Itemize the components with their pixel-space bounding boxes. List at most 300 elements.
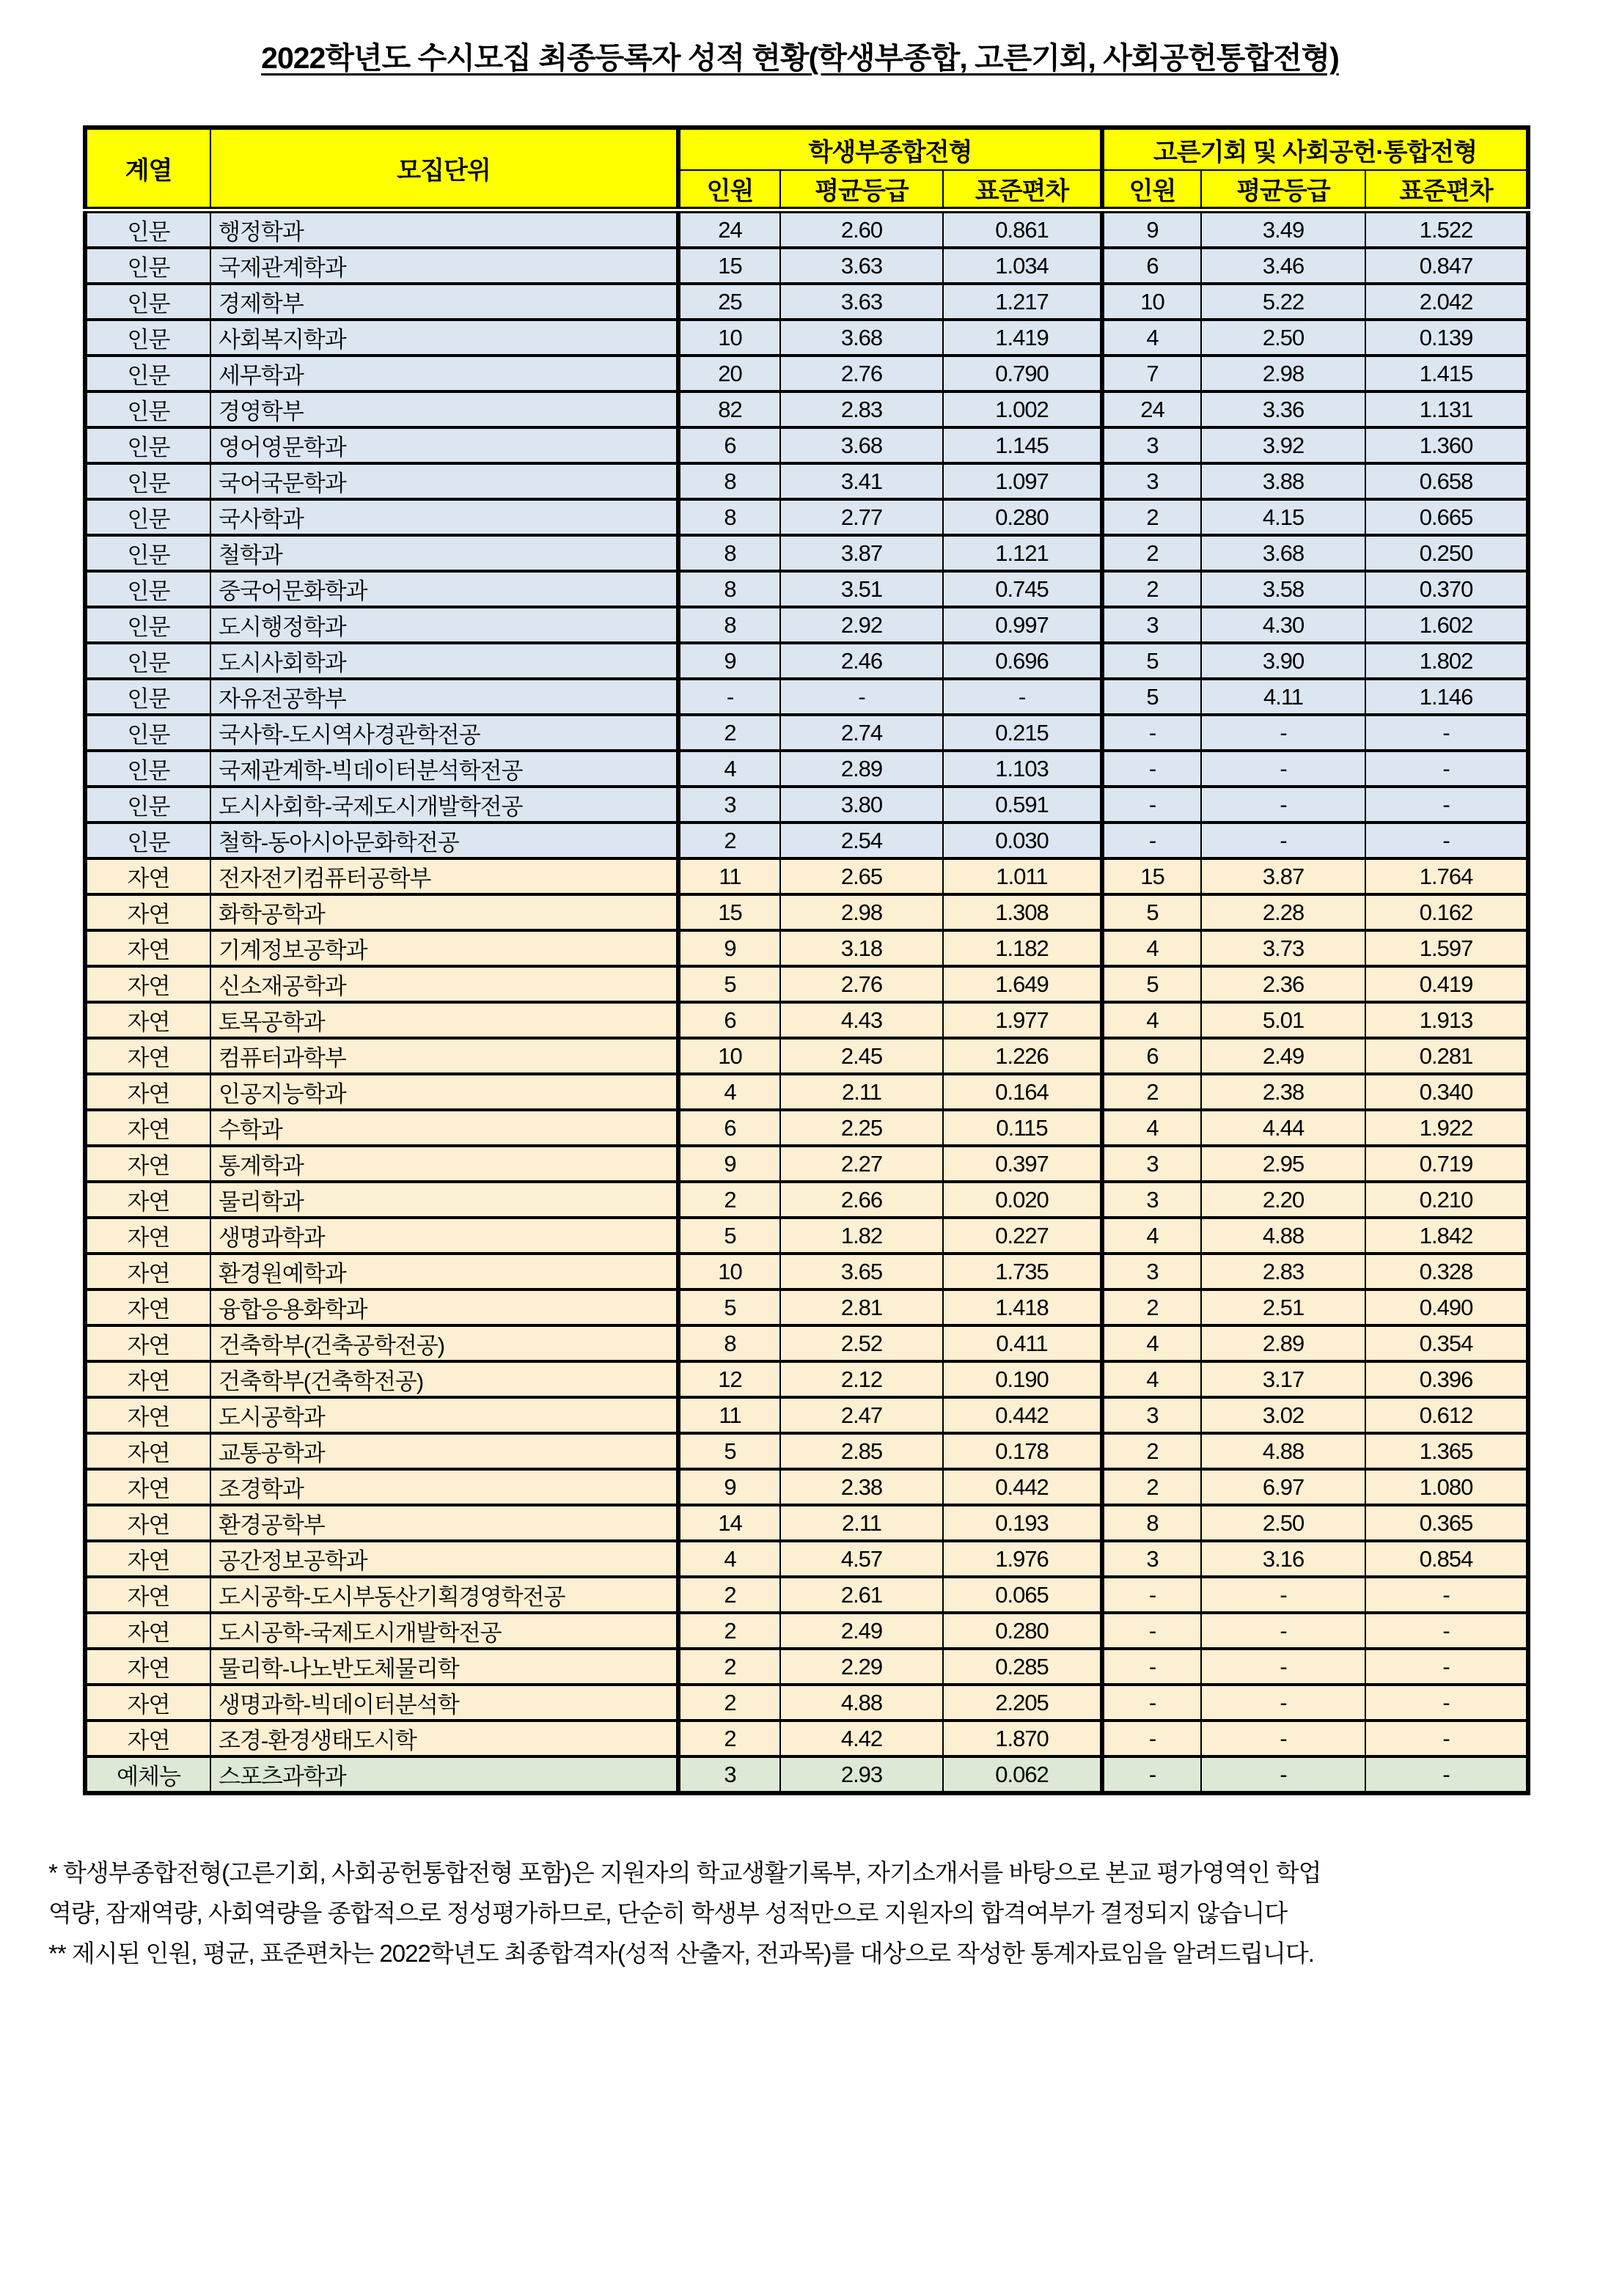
category-cell: 인문 xyxy=(85,607,210,643)
header-g1-avg: 평균등급 xyxy=(780,170,943,210)
category-cell: 자연 xyxy=(85,1110,210,1146)
table-row xyxy=(85,1361,1528,1397)
value-cell: - xyxy=(1201,751,1365,787)
value-cell: 9 xyxy=(678,643,780,679)
value-cell: 2.51 xyxy=(1201,1289,1365,1325)
value-cell: 0.280 xyxy=(943,1613,1102,1649)
table-row xyxy=(85,823,1528,858)
value-cell: 2 xyxy=(678,1649,780,1685)
header-g2-count: 인원 xyxy=(1102,170,1201,210)
value-cell: 1.365 xyxy=(1365,1433,1528,1469)
value-cell: 2 xyxy=(1102,1469,1201,1505)
value-cell: - xyxy=(1201,715,1365,751)
value-cell: 3.80 xyxy=(780,787,943,823)
value-cell: 2.28 xyxy=(1201,894,1365,930)
value-cell: 0.490 xyxy=(1365,1289,1528,1325)
value-cell: 3.51 xyxy=(780,571,943,607)
value-cell: - xyxy=(780,679,943,715)
value-cell: 2.60 xyxy=(780,210,943,249)
value-cell: 0.340 xyxy=(1365,1074,1528,1110)
category-cell: 자연 xyxy=(85,1361,210,1397)
table-row xyxy=(85,1469,1528,1505)
unit-cell: 조경학과 xyxy=(210,1469,678,1505)
value-cell: 15 xyxy=(678,894,780,930)
value-cell: 5 xyxy=(1102,894,1201,930)
value-cell: - xyxy=(943,679,1102,715)
value-cell: 3.90 xyxy=(1201,643,1365,679)
value-cell: 4.42 xyxy=(780,1721,943,1756)
unit-cell: 철학과 xyxy=(210,535,678,571)
value-cell: 0.658 xyxy=(1365,463,1528,499)
value-cell: 1.097 xyxy=(943,463,1102,499)
value-cell: 1.522 xyxy=(1365,210,1528,249)
table-row xyxy=(85,571,1528,607)
value-cell: 82 xyxy=(678,391,780,427)
value-cell: 0.419 xyxy=(1365,966,1528,1002)
header-unit: 모집단위 xyxy=(210,128,678,210)
value-cell: 20 xyxy=(678,356,780,391)
table-row xyxy=(85,1721,1528,1756)
value-cell: 9 xyxy=(678,1469,780,1505)
header-g2-avg: 평균등급 xyxy=(1201,170,1365,210)
value-cell: 2.45 xyxy=(780,1038,943,1074)
value-cell: 11 xyxy=(678,1397,780,1433)
value-cell: 2.12 xyxy=(780,1361,943,1397)
table-row xyxy=(85,499,1528,535)
table-row xyxy=(85,1505,1528,1541)
value-cell: 0.285 xyxy=(943,1649,1102,1685)
table-row xyxy=(85,210,1528,249)
footnote-line: ** 제시된 인원, 평균, 표준편차는 2022학년도 최종합격자(성적 산출자, 전과목)를 대상으로 작성한 통계자료임을 알려드립니다. xyxy=(48,1940,1314,1967)
value-cell: - xyxy=(1102,1577,1201,1613)
category-cell: 자연 xyxy=(85,1218,210,1254)
unit-cell: 화학공학과 xyxy=(210,894,678,930)
value-cell: 0.719 xyxy=(1365,1146,1528,1182)
value-cell: 11 xyxy=(678,858,780,894)
value-cell: - xyxy=(1102,823,1201,858)
value-cell: 1.121 xyxy=(943,535,1102,571)
value-cell: - xyxy=(1365,787,1528,823)
value-cell: 1.360 xyxy=(1365,427,1528,463)
value-cell: 4 xyxy=(678,751,780,787)
value-cell: 0.397 xyxy=(943,1146,1102,1182)
value-cell: 1.217 xyxy=(943,284,1102,320)
value-cell: 3.87 xyxy=(1201,858,1365,894)
value-cell: 0.227 xyxy=(943,1218,1102,1254)
category-cell: 자연 xyxy=(85,1397,210,1433)
value-cell: 4 xyxy=(678,1541,780,1577)
table-row xyxy=(85,1397,1528,1433)
table-body xyxy=(85,210,1528,1794)
table-header xyxy=(85,128,1528,210)
value-cell: 5 xyxy=(678,1289,780,1325)
value-cell: 3.68 xyxy=(780,427,943,463)
value-cell: 2.95 xyxy=(1201,1146,1365,1182)
unit-cell: 자유전공학부 xyxy=(210,679,678,715)
value-cell: 1.131 xyxy=(1365,391,1528,427)
category-cell: 인문 xyxy=(85,679,210,715)
category-cell: 인문 xyxy=(85,571,210,607)
value-cell: 3.65 xyxy=(780,1254,943,1289)
unit-cell: 사회복지학과 xyxy=(210,320,678,356)
value-cell: 4 xyxy=(1102,320,1201,356)
value-cell: 3.58 xyxy=(1201,571,1365,607)
value-cell: 5.01 xyxy=(1201,1002,1365,1038)
value-cell: - xyxy=(1201,1613,1365,1649)
value-cell: 2.83 xyxy=(780,391,943,427)
category-cell: 자연 xyxy=(85,1685,210,1721)
table-row xyxy=(85,607,1528,643)
value-cell: 2.042 xyxy=(1365,284,1528,320)
value-cell: 1.922 xyxy=(1365,1110,1528,1146)
category-cell: 예체능 xyxy=(85,1756,210,1793)
value-cell: 12 xyxy=(678,1361,780,1397)
category-cell: 인문 xyxy=(85,391,210,427)
value-cell: 0.250 xyxy=(1365,535,1528,571)
unit-cell: 영어영문학과 xyxy=(210,427,678,463)
value-cell: 0.365 xyxy=(1365,1505,1528,1541)
value-cell: 2 xyxy=(678,715,780,751)
value-cell: 2 xyxy=(678,1613,780,1649)
category-cell: 인문 xyxy=(85,715,210,751)
value-cell: 0.370 xyxy=(1365,571,1528,607)
value-cell: 4.57 xyxy=(780,1541,943,1577)
category-cell: 인문 xyxy=(85,535,210,571)
value-cell: 0.190 xyxy=(943,1361,1102,1397)
unit-cell: 경영학부 xyxy=(210,391,678,427)
table-row xyxy=(85,1613,1528,1649)
value-cell: 1.034 xyxy=(943,248,1102,284)
category-cell: 인문 xyxy=(85,823,210,858)
category-cell: 자연 xyxy=(85,930,210,966)
value-cell: 5 xyxy=(1102,679,1201,715)
value-cell: 2.89 xyxy=(780,751,943,787)
value-cell: - xyxy=(1365,1613,1528,1649)
value-cell: 3 xyxy=(1102,1541,1201,1577)
category-cell: 인문 xyxy=(85,248,210,284)
unit-cell: 공간정보공학과 xyxy=(210,1541,678,1577)
category-cell: 자연 xyxy=(85,1325,210,1361)
value-cell: 9 xyxy=(678,1146,780,1182)
unit-cell: 생명과학과 xyxy=(210,1218,678,1254)
header-g1-count: 인원 xyxy=(678,170,780,210)
value-cell: 2.49 xyxy=(780,1613,943,1649)
value-cell: 1.913 xyxy=(1365,1002,1528,1038)
category-cell: 자연 xyxy=(85,1505,210,1541)
value-cell: 3 xyxy=(1102,1146,1201,1182)
header-group2: 고른기회 및 사회공헌·통합전형 xyxy=(1102,128,1528,170)
value-cell: 8 xyxy=(678,535,780,571)
unit-cell: 세무학과 xyxy=(210,356,678,391)
table-row xyxy=(85,858,1528,894)
value-cell: - xyxy=(1365,1721,1528,1756)
table-row xyxy=(85,643,1528,679)
value-cell: 3.73 xyxy=(1201,930,1365,966)
unit-cell: 환경공학부 xyxy=(210,1505,678,1541)
category-cell: 자연 xyxy=(85,1074,210,1110)
value-cell: - xyxy=(1201,787,1365,823)
unit-cell: 물리학과 xyxy=(210,1182,678,1218)
value-cell: 2.27 xyxy=(780,1146,943,1182)
unit-cell: 국사학-도시역사경관학전공 xyxy=(210,715,678,751)
unit-cell: 인공지능학과 xyxy=(210,1074,678,1110)
unit-cell: 환경원예학과 xyxy=(210,1254,678,1289)
value-cell: 0.612 xyxy=(1365,1397,1528,1433)
unit-cell: 국어국문학과 xyxy=(210,463,678,499)
value-cell: 3.88 xyxy=(1201,463,1365,499)
value-cell: 1.080 xyxy=(1365,1469,1528,1505)
value-cell: 10 xyxy=(678,1254,780,1289)
category-cell: 자연 xyxy=(85,1577,210,1613)
value-cell: 1.145 xyxy=(943,427,1102,463)
value-cell: 0.665 xyxy=(1365,499,1528,535)
value-cell: 2 xyxy=(678,1721,780,1756)
value-cell: 2.50 xyxy=(1201,320,1365,356)
value-cell: - xyxy=(1102,751,1201,787)
value-cell: 2.98 xyxy=(780,894,943,930)
unit-cell: 도시행정학과 xyxy=(210,607,678,643)
value-cell: 2.76 xyxy=(780,356,943,391)
value-cell: 1.870 xyxy=(943,1721,1102,1756)
value-cell: 2.36 xyxy=(1201,966,1365,1002)
value-cell: 1.735 xyxy=(943,1254,1102,1289)
value-cell: 0.062 xyxy=(943,1756,1102,1793)
value-cell: - xyxy=(1201,1721,1365,1756)
value-cell: 3.68 xyxy=(780,320,943,356)
value-cell: 2.93 xyxy=(780,1756,943,1793)
value-cell: 10 xyxy=(1102,284,1201,320)
unit-cell: 도시사회학과 xyxy=(210,643,678,679)
value-cell: 8 xyxy=(678,607,780,643)
value-cell: 3.68 xyxy=(1201,535,1365,571)
category-cell: 인문 xyxy=(85,643,210,679)
category-cell: 인문 xyxy=(85,463,210,499)
value-cell: 10 xyxy=(678,1038,780,1074)
value-cell: 3 xyxy=(1102,427,1201,463)
value-cell: 0.065 xyxy=(943,1577,1102,1613)
value-cell: 5 xyxy=(678,1218,780,1254)
value-cell: 3.02 xyxy=(1201,1397,1365,1433)
value-cell: 0.215 xyxy=(943,715,1102,751)
value-cell: 0.790 xyxy=(943,356,1102,391)
value-cell: 0.281 xyxy=(1365,1038,1528,1074)
value-cell: 3 xyxy=(1102,463,1201,499)
value-cell: 3 xyxy=(1102,1254,1201,1289)
value-cell: 2.81 xyxy=(780,1289,943,1325)
category-cell: 인문 xyxy=(85,210,210,249)
value-cell: 1.419 xyxy=(943,320,1102,356)
value-cell: 0.847 xyxy=(1365,248,1528,284)
table-row xyxy=(85,1218,1528,1254)
value-cell: 2 xyxy=(678,823,780,858)
value-cell: 7 xyxy=(1102,356,1201,391)
value-cell: 1.146 xyxy=(1365,679,1528,715)
value-cell: 9 xyxy=(678,930,780,966)
table-row xyxy=(85,1146,1528,1182)
value-cell: 2.11 xyxy=(780,1074,943,1110)
value-cell: 2 xyxy=(678,1577,780,1613)
category-cell: 자연 xyxy=(85,1433,210,1469)
value-cell: 0.193 xyxy=(943,1505,1102,1541)
table-row xyxy=(85,1254,1528,1289)
category-cell: 자연 xyxy=(85,1469,210,1505)
unit-cell: 행정학과 xyxy=(210,210,678,249)
value-cell: 2.11 xyxy=(780,1505,943,1541)
value-cell: 0.745 xyxy=(943,571,1102,607)
value-cell: 15 xyxy=(678,248,780,284)
table-row xyxy=(85,1649,1528,1685)
value-cell: 0.328 xyxy=(1365,1254,1528,1289)
table-row xyxy=(85,1038,1528,1074)
value-cell: - xyxy=(1365,751,1528,787)
category-cell: 인문 xyxy=(85,320,210,356)
value-cell: 15 xyxy=(1102,858,1201,894)
value-cell: 0.164 xyxy=(943,1074,1102,1110)
value-cell: 2 xyxy=(678,1685,780,1721)
value-cell: 2.49 xyxy=(1201,1038,1365,1074)
unit-cell: 교통공학과 xyxy=(210,1433,678,1469)
value-cell: 2.47 xyxy=(780,1397,943,1433)
value-cell: 2 xyxy=(1102,1074,1201,1110)
value-cell: 6 xyxy=(678,1110,780,1146)
unit-cell: 스포츠과학과 xyxy=(210,1756,678,1793)
table-row xyxy=(85,320,1528,356)
value-cell: 2 xyxy=(1102,1289,1201,1325)
value-cell: 2.52 xyxy=(780,1325,943,1361)
value-cell: 1.415 xyxy=(1365,356,1528,391)
unit-cell: 철학-동아시아문화학전공 xyxy=(210,823,678,858)
unit-cell: 전자전기컴퓨터공학부 xyxy=(210,858,678,894)
value-cell: 6 xyxy=(1102,248,1201,284)
footnote-line: * 학생부종합전형(고른기회, 사회공헌통합전형 포함)은 지원자의 학교생활기록부, 자기소개서를 바탕으로 본교 평가영역인 학업 xyxy=(48,1859,1321,1886)
table-row xyxy=(85,356,1528,391)
value-cell: 1.103 xyxy=(943,751,1102,787)
value-cell: 1.182 xyxy=(943,930,1102,966)
value-cell: 10 xyxy=(678,320,780,356)
value-cell: - xyxy=(1201,1685,1365,1721)
unit-cell: 융합응용화학과 xyxy=(210,1289,678,1325)
category-cell: 자연 xyxy=(85,1649,210,1685)
category-cell: 인문 xyxy=(85,499,210,535)
table-row xyxy=(85,535,1528,571)
header-g1-stdev: 표준편차 xyxy=(943,170,1102,210)
category-cell: 인문 xyxy=(85,356,210,391)
value-cell: 4.43 xyxy=(780,1002,943,1038)
value-cell: 5 xyxy=(678,1433,780,1469)
value-cell: 2.205 xyxy=(943,1685,1102,1721)
value-cell: 2.85 xyxy=(780,1433,943,1469)
value-cell: 8 xyxy=(678,499,780,535)
table-row xyxy=(85,1074,1528,1110)
value-cell: 0.280 xyxy=(943,499,1102,535)
value-cell: 2 xyxy=(1102,1433,1201,1469)
value-cell: 2.25 xyxy=(780,1110,943,1146)
value-cell: 2 xyxy=(1102,535,1201,571)
table-row xyxy=(85,1110,1528,1146)
table-row xyxy=(85,715,1528,751)
category-cell: 자연 xyxy=(85,1146,210,1182)
value-cell: - xyxy=(1365,1756,1528,1793)
value-cell: 2.74 xyxy=(780,715,943,751)
value-cell: 3 xyxy=(678,1756,780,1793)
value-cell: - xyxy=(1365,1685,1528,1721)
unit-cell: 건축학부(건축학전공) xyxy=(210,1361,678,1397)
value-cell: 1.002 xyxy=(943,391,1102,427)
page-title: 2022학년도 수시모집 최종등록자 성적 현황(학생부종합, 고른기회, 사회공헌통합전형) xyxy=(261,41,1339,75)
unit-cell: 국제관계학과 xyxy=(210,248,678,284)
value-cell: 4 xyxy=(1102,1110,1201,1146)
value-cell: 1.842 xyxy=(1365,1218,1528,1254)
value-cell: 0.178 xyxy=(943,1433,1102,1469)
value-cell: 1.602 xyxy=(1365,607,1528,643)
value-cell: 0.020 xyxy=(943,1182,1102,1218)
category-cell: 인문 xyxy=(85,284,210,320)
category-cell: 자연 xyxy=(85,1541,210,1577)
value-cell: - xyxy=(1201,1577,1365,1613)
category-cell: 자연 xyxy=(85,1038,210,1074)
table-row xyxy=(85,1182,1528,1218)
value-cell: - xyxy=(1102,1649,1201,1685)
value-cell: - xyxy=(1201,1756,1365,1793)
category-cell: 자연 xyxy=(85,1254,210,1289)
category-cell: 자연 xyxy=(85,966,210,1002)
value-cell: 0.139 xyxy=(1365,320,1528,356)
value-cell: 1.82 xyxy=(780,1218,943,1254)
value-cell: 4 xyxy=(1102,1218,1201,1254)
value-cell: 0.997 xyxy=(943,607,1102,643)
value-cell: 3.36 xyxy=(1201,391,1365,427)
value-cell: 6 xyxy=(678,427,780,463)
value-cell: 3 xyxy=(1102,1182,1201,1218)
table-row xyxy=(85,679,1528,715)
unit-cell: 도시공학과 xyxy=(210,1397,678,1433)
value-cell: - xyxy=(1365,1577,1528,1613)
value-cell: 25 xyxy=(678,284,780,320)
category-cell: 인문 xyxy=(85,427,210,463)
value-cell: 2.89 xyxy=(1201,1325,1365,1361)
unit-cell: 국사학과 xyxy=(210,499,678,535)
value-cell: 3.18 xyxy=(780,930,943,966)
value-cell: 2.83 xyxy=(1201,1254,1365,1289)
table-row xyxy=(85,1577,1528,1613)
category-cell: 자연 xyxy=(85,1002,210,1038)
value-cell: 4.30 xyxy=(1201,607,1365,643)
category-cell: 자연 xyxy=(85,858,210,894)
table-row xyxy=(85,966,1528,1002)
table-row xyxy=(85,1685,1528,1721)
unit-cell: 도시공학-도시부동산기획경영학전공 xyxy=(210,1577,678,1613)
value-cell: 2.66 xyxy=(780,1182,943,1218)
category-cell: 자연 xyxy=(85,1613,210,1649)
value-cell: 0.115 xyxy=(943,1110,1102,1146)
value-cell: 8 xyxy=(678,463,780,499)
value-cell: 14 xyxy=(678,1505,780,1541)
value-cell: 0.210 xyxy=(1365,1182,1528,1218)
table-row xyxy=(85,751,1528,787)
value-cell: 2.46 xyxy=(780,643,943,679)
unit-cell: 기계정보공학과 xyxy=(210,930,678,966)
table-row xyxy=(85,463,1528,499)
value-cell: - xyxy=(1365,715,1528,751)
category-cell: 자연 xyxy=(85,1182,210,1218)
value-cell: 0.696 xyxy=(943,643,1102,679)
table-row xyxy=(85,1325,1528,1361)
value-cell: 1.418 xyxy=(943,1289,1102,1325)
value-cell: - xyxy=(1102,1721,1201,1756)
value-cell: 2.65 xyxy=(780,858,943,894)
table-row xyxy=(85,894,1528,930)
value-cell: 2.54 xyxy=(780,823,943,858)
